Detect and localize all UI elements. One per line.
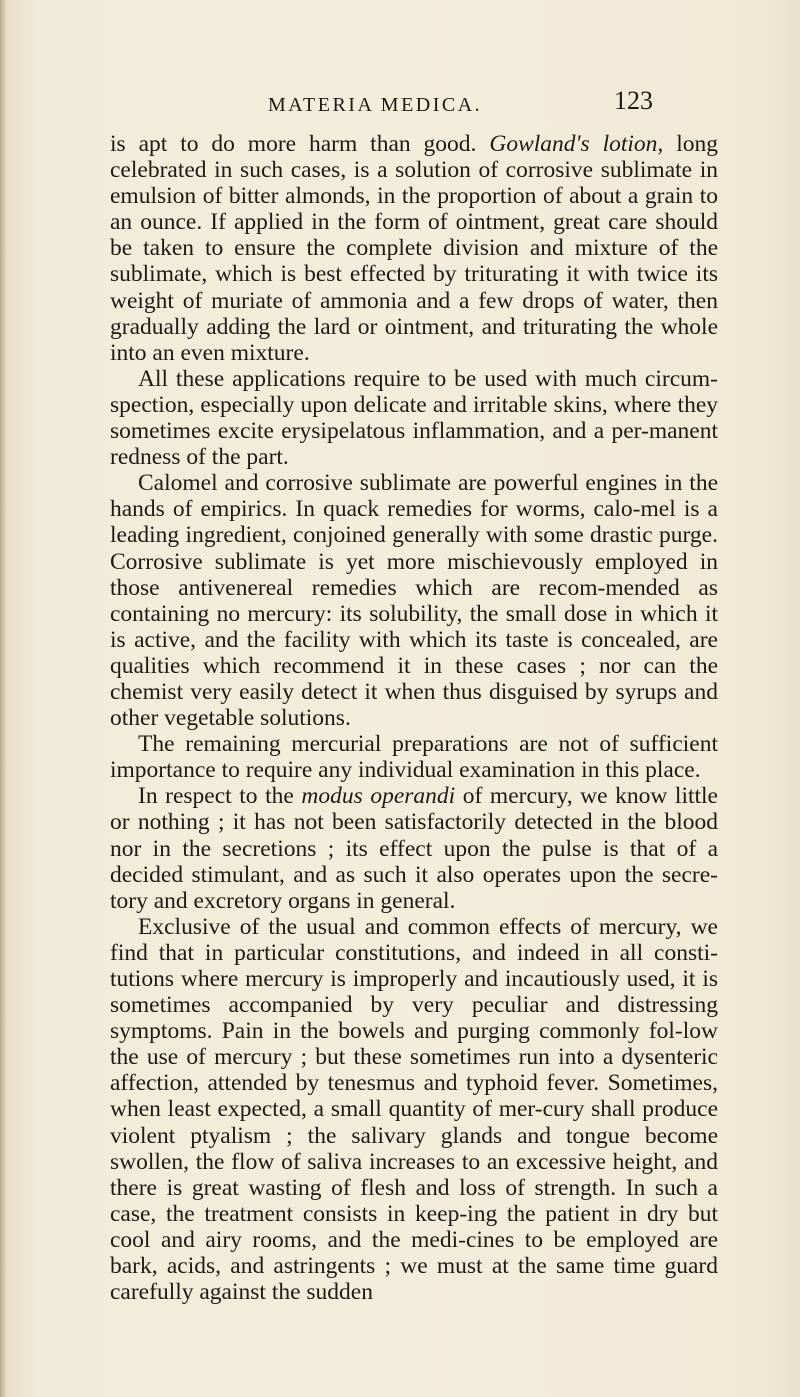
paragraph: Calomel and corrosive sublimate are powerful engines in the hands of empirics. In quack remedies for worms, calo-mel is a leading ingredient, conjoined generally with some drastic purge. Corrosive sublimate is yet more mischievously employed in those antivenereal remedies which are recom-mended as containing no mercury: its solubility, the small dose in which it is active, and the facility with which its taste is concealed, are qualities which recommend it in these cases ; nor can the chemist very easily detect it when thus disguised by syrups and other vegetable solutions. — [110, 470, 718, 732]
page-number: 123 — [614, 86, 653, 115]
running-head — [0, 86, 800, 126]
paragraph: In respect to the modus operandi of mercury, we know little or nothing ; it has not been satisfactorily detected in the blood nor in the secretions ; its effect upon the pulse is that of a decided stimulant, and as such it also operates upon the secre-tory and excretory organs in general. — [110, 783, 718, 914]
emphasis: Gowland's lotion, — [489, 131, 664, 157]
body-text — [110, 131, 718, 1305]
page-edge-shadow — [0, 0, 6, 1397]
paragraph: is apt to do more harm than good. Gowland's lotion, long celebrated in such cases, is a solution of corrosive sublimate in emulsion of bitter almonds, in the proportion of about a grain to an ounce. If applied in the form of ointment, great care should be taken to ensure the complete division and mixture of the sublimate, which is best effected by triturating it with twice its weight of muriate of ammonia and a few drops of water, then gradually adding the lard or ointment, and triturating the whole into an even mixture. — [110, 131, 718, 366]
paragraph: The remaining mercurial preparations are not of sufficient importance to require any individual examination in this place. — [110, 731, 718, 784]
running-title: MATERIA MEDICA. — [268, 94, 483, 116]
paragraph: Exclusive of the usual and common effects of mercury, we find that in particular constitutions, and indeed in all consti-tutions where mercury is improperly and incautiously used, it is sometimes accompanied by very peculiar and distressing symptoms. Pain in the bowels and purging commonly fol-low the use of mercury ; but these sometimes run into a dysenteric affection, attended by tenesmus and typhoid fever. Sometimes, when least expected, a small quantity of mer-cury shall produce violent ptyalism ; the salivary glands and tongue become swollen, the flow of saliva increases to an excessive height, and there is great wasting of flesh and loss of strength. In such a case, the treatment consists in keep-ing the patient in dry but cool and airy rooms, and the medi-cines to be employed are bark, acids, and astringents ; we must at the same time guard carefully against the sudden — [110, 913, 718, 1306]
emphasis: modus operandi — [301, 783, 456, 810]
paragraph: All these applications require to be used with much circum-spection, especially upon delicate and irritable skins, where they sometimes excite erysipelatous inflammation, and a per-manent redness of the part. — [110, 365, 718, 471]
